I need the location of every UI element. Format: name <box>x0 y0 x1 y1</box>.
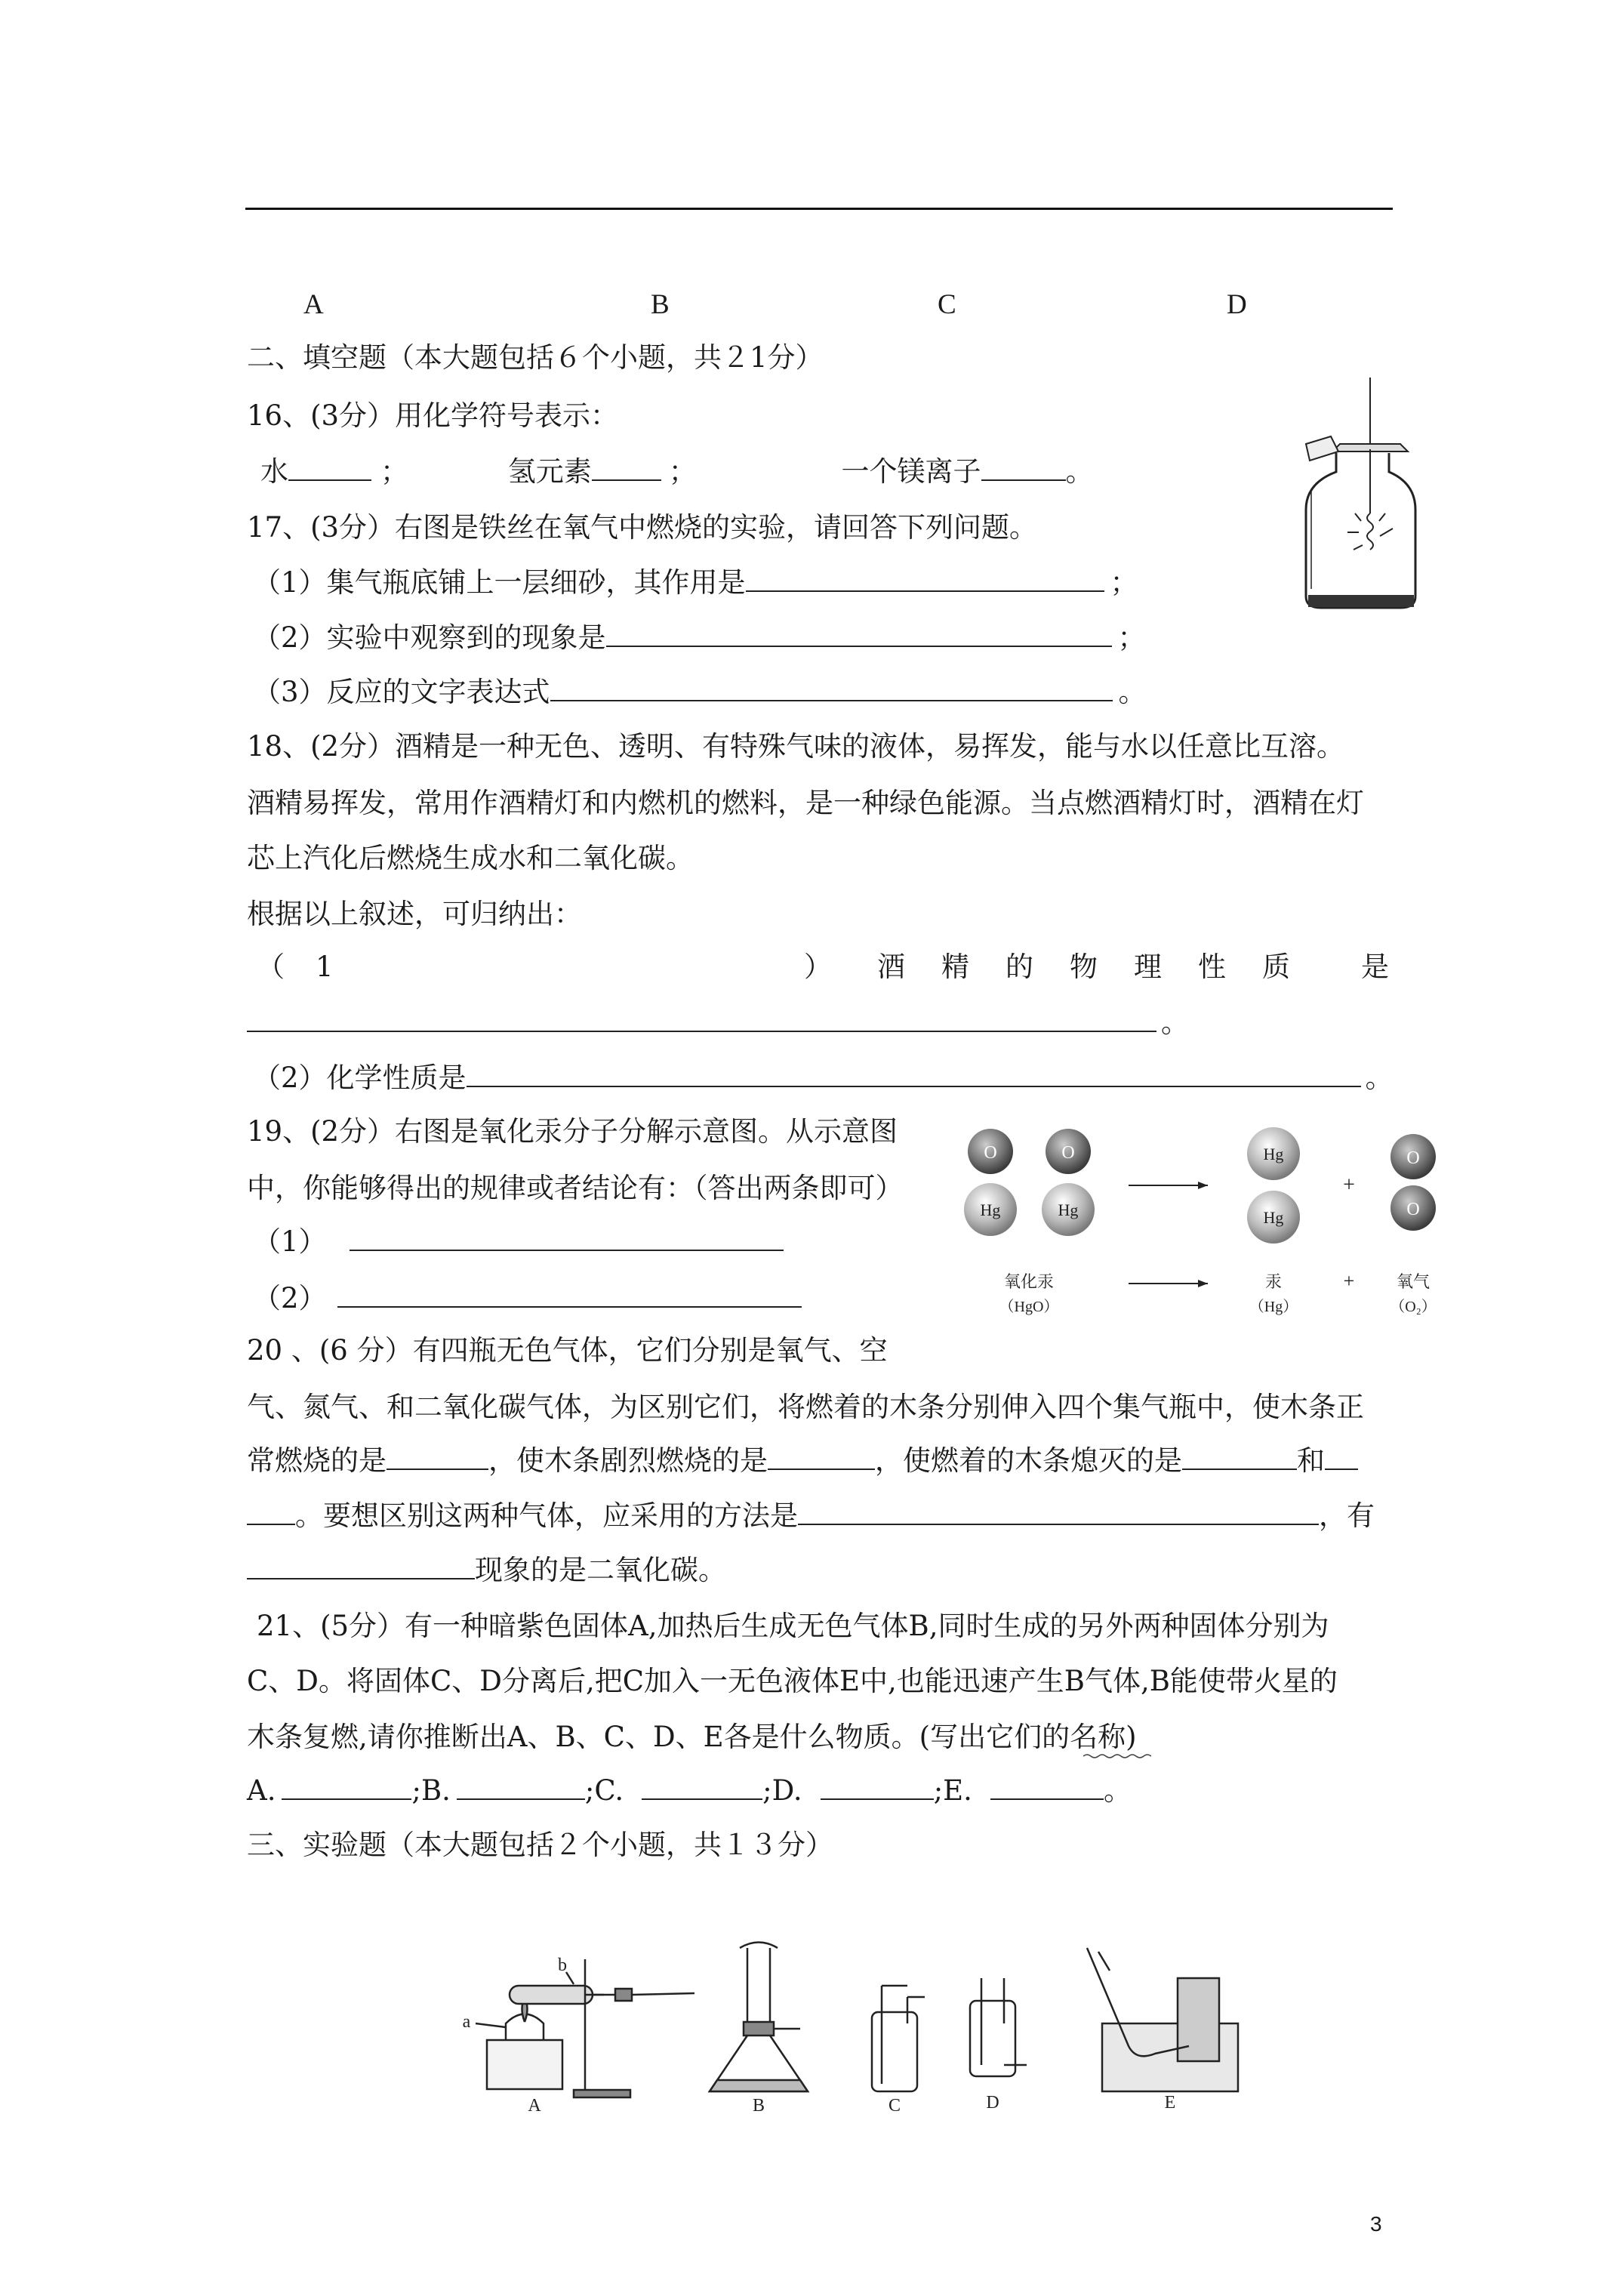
q18-p1-char: 精 <box>941 951 969 983</box>
q17-part2-blank[interactable] <box>606 623 1112 647</box>
q17-part2 <box>253 623 1146 652</box>
q20-blank-extinguish-1[interactable] <box>1182 1446 1297 1470</box>
q18-part2 <box>253 1063 1394 1092</box>
q16-sep: ； <box>380 455 408 488</box>
plus-sign: + <box>1343 1173 1355 1197</box>
label-hg: 汞 <box>1264 1272 1283 1291</box>
q20-line4 <box>247 1501 1375 1530</box>
iron-combustion-figure <box>1295 378 1423 619</box>
formula-o2: （O₂） <box>1390 1299 1437 1315</box>
q18-p1-char: 物 <box>1070 951 1098 983</box>
q16-water-blank[interactable] <box>288 457 371 481</box>
q20-l3d: 和 <box>1297 1444 1325 1477</box>
q19-part2-text: （2） <box>253 1282 327 1314</box>
q18-p1-char: 是 <box>1361 951 1389 983</box>
q20-blank-vigorous[interactable] <box>768 1446 875 1470</box>
atom-o-label: O <box>984 1143 997 1163</box>
q20-l3b: ，使木条剧烈燃烧的是 <box>488 1444 768 1477</box>
q21-label-a: A. <box>247 1774 276 1807</box>
section-fill-heading: 二、填空题（本大题包括６个小题，共２1分） <box>247 341 824 374</box>
q21-line2: C、D。将固体C、D分离后,把C加入一无色液体E中,也能迅速产生B气体,B能使带火星的 <box>247 1665 1338 1697</box>
option-b-label: B <box>651 289 670 320</box>
apparatus-label-c: C <box>888 2096 901 2114</box>
atom-hg-label: Hg <box>1263 1208 1284 1227</box>
q19-part1-blank[interactable] <box>350 1227 784 1251</box>
q16-end: 。 <box>1065 455 1094 488</box>
q19-part2 <box>253 1284 802 1312</box>
hgo-decomposition-diagram <box>947 1117 1461 1325</box>
q17-part1-blank[interactable] <box>746 568 1104 592</box>
formula-hg: （Hg） <box>1249 1299 1298 1315</box>
q18-line2: 酒精易挥发，常用作酒精灯和内燃机的燃料，是一种绿色能源。当点燃酒精灯时，酒精在灯 <box>247 787 1364 819</box>
apparatus-label-d: D <box>986 2093 999 2113</box>
option-a-label: A <box>303 289 324 320</box>
q20-line3 <box>247 1446 1358 1475</box>
atom-o-label: O <box>1406 1200 1420 1219</box>
q18-p1-char: 酒 <box>877 951 905 983</box>
q20-l4b: ，有 <box>1319 1499 1375 1532</box>
header-rule <box>245 208 1393 210</box>
q17-part2-text: （2）实验中观察到的现象是 <box>253 621 606 654</box>
q19-part1 <box>253 1227 784 1256</box>
q17-part3-blank[interactable] <box>550 677 1113 701</box>
apparatus-part-a: a <box>462 2012 471 2032</box>
q21-blank-d[interactable] <box>821 1776 934 1800</box>
q21-line3: 木条复燃,请你推断出A、B、C、D、E各是什么物质。(写出它们的名称) <box>247 1721 1137 1753</box>
q17-part3 <box>253 677 1147 706</box>
q18-part2-text: （2）化学性质是 <box>253 1062 467 1094</box>
q17-stem: 17、(3分）右图是铁丝在氧气中燃烧的实验，请回答下列问题。 <box>247 511 1038 544</box>
q21-blank-e[interactable] <box>990 1776 1104 1800</box>
option-d-label: D <box>1227 289 1247 320</box>
q16-water-label: 水 <box>260 455 288 488</box>
q21-blank-a[interactable] <box>282 1776 411 1800</box>
q19-part2-blank[interactable] <box>337 1284 802 1308</box>
q16-sep-2: ； <box>668 455 697 488</box>
q18-line3: 芯上汽化后燃烧生成水和二氧化碳。 <box>247 842 694 874</box>
q18-line4: 根据以上叙述，可归纳出： <box>247 898 582 930</box>
q18-part1-blank[interactable] <box>247 1008 1156 1032</box>
q17-part2-sep: ； <box>1117 621 1146 654</box>
q20-blank-extinguish-2a[interactable] <box>1325 1446 1358 1470</box>
q16-stem: 16、(3分）用化学符号表示： <box>247 399 619 432</box>
q17-part1-sep: ； <box>1110 566 1138 599</box>
q18-line1: 18、(2分）酒精是一种无色、透明、有特殊气味的液体，易挥发，能与水以任意比互溶。 <box>247 730 1345 763</box>
q21-line1: 21、(5分）有一种暗紫色固体A,加热后生成无色气体B,同时生成的另外两种固体分别为 <box>257 1610 1329 1642</box>
q20-line1: 20 、(6 分）有四瓶无色气体，它们分别是氧气、空 <box>247 1334 888 1367</box>
q21-answers <box>247 1774 1132 1807</box>
q20-blank-method[interactable] <box>798 1501 1319 1525</box>
q20-line5 <box>247 1555 726 1584</box>
q20-line2: 气、氮气、和二氧化碳气体，为区别它们，将燃着的木条分别伸入四个集气瓶中，使木条正 <box>247 1391 1364 1423</box>
q20-l3a: 常燃烧的是 <box>247 1444 387 1477</box>
q21-label-c: ;C. <box>584 1774 624 1807</box>
q18-part2-end: 。 <box>1365 1062 1394 1094</box>
option-c-label: C <box>938 289 956 320</box>
q18-part2-blank[interactable] <box>467 1063 1361 1087</box>
apparatus-part-b: b <box>558 1955 567 1975</box>
q18-p1-char: ） <box>804 951 832 983</box>
q18-p1-char: （ <box>257 951 285 983</box>
apparatus-label-a: A <box>528 2096 541 2114</box>
q18-p1-char: 质 <box>1262 951 1290 983</box>
dotted-underline <box>1083 1753 1151 1759</box>
q21-blank-c[interactable] <box>642 1776 762 1800</box>
q21-label-e: ;E. <box>933 1774 972 1807</box>
plus-sign: + <box>1343 1270 1355 1292</box>
q18-p1-char: 理 <box>1134 951 1162 983</box>
section-experiment-heading: 三、实验题（本大题包括２个小题，共１３分） <box>247 1829 833 1861</box>
page-number: 3 <box>1370 2212 1382 2236</box>
q19-part1-text: （1） <box>253 1225 327 1258</box>
q16-hydrogen-label: 氢元素 <box>507 455 592 488</box>
apparatus-label-e: E <box>1164 2093 1176 2113</box>
atom-hg-label: Hg <box>1058 1200 1079 1219</box>
q21-label-d: ;D. <box>762 1774 802 1807</box>
q19-line1: 19、(2分）右图是氧化汞分子分解示意图。从示意图 <box>247 1115 898 1148</box>
apparatus-label-b: B <box>752 2096 765 2114</box>
q18-p1-char: 性 <box>1198 951 1226 983</box>
q20-l3c: ，使燃着的木条熄灭的是 <box>875 1444 1182 1477</box>
atom-o-label: O <box>1406 1148 1420 1168</box>
q17-part1 <box>253 566 1138 599</box>
q21-end: 。 <box>1103 1774 1132 1807</box>
q16-hydrogen-blank[interactable] <box>592 457 661 481</box>
lab-apparatus-figure <box>453 1940 1359 2114</box>
q21-label-b: ;B. <box>411 1774 451 1807</box>
atom-o-label: O <box>1061 1143 1075 1163</box>
q16-answers <box>260 455 1094 488</box>
q17-part3-text: （3）反应的文字表达式 <box>253 676 550 708</box>
q18-p1-char: 的 <box>1006 951 1033 983</box>
q18-part1-end: 。 <box>1161 1006 1189 1039</box>
label-o2: 氧气 <box>1396 1272 1431 1291</box>
q18-part1-answer <box>247 1008 1189 1037</box>
q16-mg-label: 一个镁离子 <box>841 455 981 488</box>
q20-blank-extinguish-2b[interactable] <box>247 1501 295 1525</box>
label-hgo: 氧化汞 <box>1003 1272 1055 1291</box>
atom-hg-label: Hg <box>980 1200 1001 1219</box>
atom-hg-label: Hg <box>1263 1145 1284 1163</box>
q19-line2: 中，你能够得出的规律或者结论有：（答出两条即可） <box>247 1172 904 1204</box>
q20-blank-phenomenon[interactable] <box>247 1555 475 1579</box>
q17-part1-text: （1）集气瓶底铺上一层细砂，其作用是 <box>253 566 746 599</box>
q18-p1-char: 1 <box>316 951 334 983</box>
q17-part3-end: 。 <box>1118 676 1147 708</box>
q20-blank-normal[interactable] <box>387 1446 488 1470</box>
formula-hgo: （HgO） <box>999 1299 1059 1315</box>
q16-mg-blank[interactable] <box>981 457 1066 481</box>
q21-blank-b[interactable] <box>457 1776 585 1800</box>
q20-l4a: 。要想区别这两种气体，应采用的方法是 <box>295 1499 798 1532</box>
q20-l5: 现象的是二氧化碳。 <box>475 1554 726 1586</box>
